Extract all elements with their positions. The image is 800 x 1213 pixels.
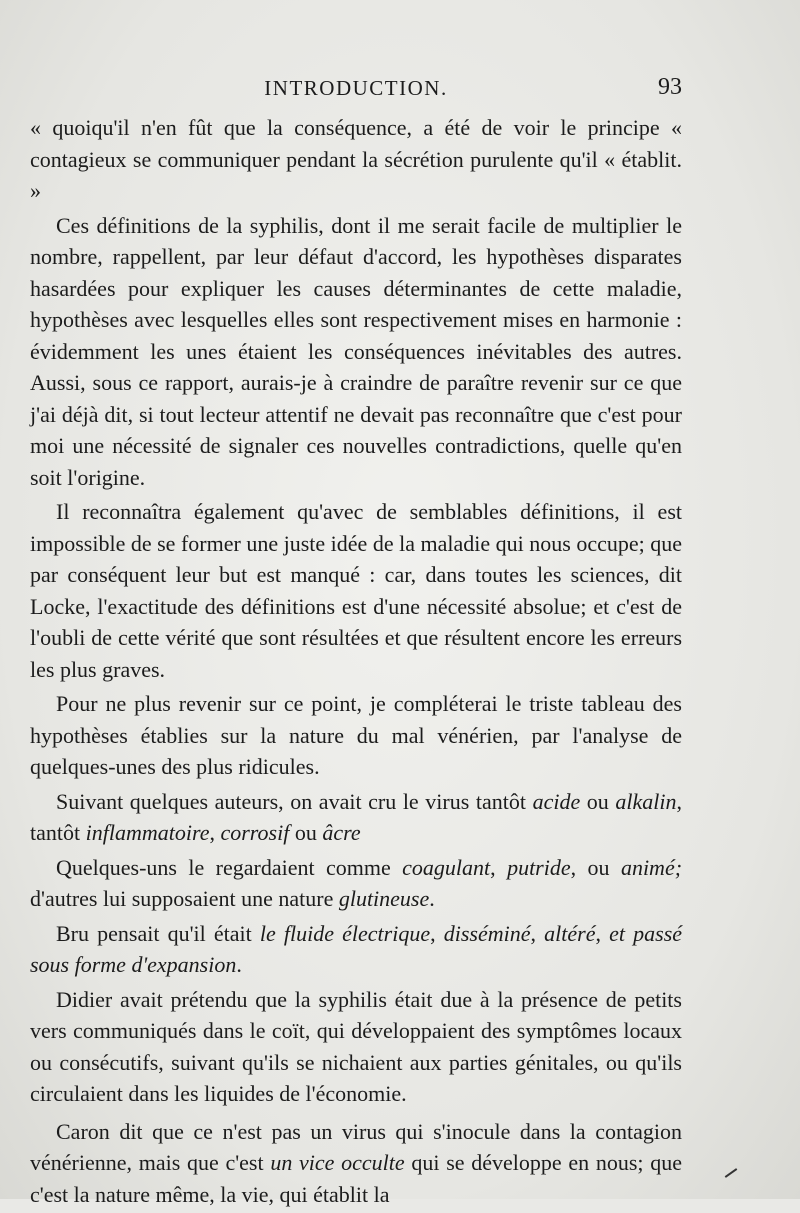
- running-title: INTRODUCTION.: [264, 76, 448, 100]
- page-number: 93: [658, 74, 682, 100]
- body-text: [30, 112, 682, 1213]
- text-span: Quelques-uns le regardaient comme: [56, 854, 403, 880]
- text-span: , tantôt: [30, 788, 683, 845]
- text-span: « quoiqu'il n'en fût que la conséquence, a été de voir le principe « contagieux se communiquer pendant la sécrétion purulente qu'il « établit. »: [30, 115, 682, 203]
- paragraph-coagulant: [30, 852, 682, 915]
- italic-text: glutineuse: [338, 886, 430, 911]
- paragraph-definitions: [30, 210, 682, 494]
- text-span: Caron dit que ce n'est pas un virus qui s'inocule dans la contagion vénérienne, mais que c'est: [30, 1118, 682, 1175]
- paragraph-tableau: [30, 688, 682, 783]
- text-span: , ou: [570, 854, 621, 880]
- italic-text: acide: [532, 788, 581, 814]
- paragraph-auteurs: [30, 786, 682, 849]
- italic-text: corrosif: [220, 820, 290, 845]
- paragraph-didier: [30, 984, 682, 1110]
- text-span: ,: [490, 854, 508, 880]
- text-span: .: [429, 886, 435, 911]
- paragraph-caron: [30, 1116, 682, 1211]
- text-span: Didier avait prétendu que la syphilis était due à la présence de petits vers communiqués dans le coït, qui développaient des symptômes locaux ou consécutifs, suivant qu'ils se nichaient aux parties génitales, ou qu'ils circulaient dans les liquides de l'économie.: [30, 986, 682, 1106]
- text-span: ou: [580, 788, 616, 814]
- italic-text: coagulant: [402, 854, 491, 880]
- italic-text: et passé sous forme d'expansion: [30, 920, 683, 977]
- text-span: Suivant quelques auteurs, on avait cru le virus tantôt: [56, 788, 533, 814]
- text-span: Il reconnaîtra également qu'avec de semblables définitions, il est impossible de se former une juste idée de la maladie qui nous occupe; que par conséquent leur but est manqué : car, dans toutes les sciences, dit Locke, l'exactitude des définitions est d'une nécessité absolue; et c'est de l'oubli de cette vérité que sont résultées et que résultent encore les erreurs les plus graves.: [30, 499, 682, 682]
- italic-text: disséminé: [443, 920, 531, 946]
- italic-text: putride: [507, 854, 571, 880]
- paragraph-locke: [30, 496, 682, 685]
- italic-text: altéré: [544, 920, 596, 946]
- italic-text: animé;: [620, 854, 683, 880]
- text-span: ou: [289, 820, 323, 845]
- italic-text: âcre: [322, 820, 361, 845]
- text-span: ,: [430, 920, 444, 946]
- italic-text: alkalin: [615, 788, 677, 814]
- italic-text: un vice occulte: [270, 1150, 405, 1175]
- margin-mark: [725, 1168, 738, 1178]
- italic-text: le fluide électrique: [259, 920, 431, 946]
- italic-text: inflammatoire: [85, 820, 210, 845]
- text-span: Bru pensait qu'il était: [56, 920, 260, 946]
- text-span: ,: [209, 820, 221, 845]
- text-span: ,: [530, 920, 545, 946]
- text-span: qui se développe en nous; que c'est la nature même, la vie, qui établit la: [30, 1150, 682, 1207]
- paragraph-bru: [30, 918, 682, 981]
- text-span: ,: [595, 920, 610, 946]
- text-span: Pour ne plus revenir sur ce point, je compléterai le triste tableau des hypothèses établies sur la nature du mal vénérien, par l'analyse de quelques-unes des plus ridicules.: [30, 691, 682, 779]
- text-span: .: [236, 952, 242, 977]
- page-header: [30, 76, 682, 106]
- paragraph-quote: [30, 112, 682, 207]
- text-span: Ces définitions de la syphilis, dont il me serait facile de multiplier le nombre, rappellent, par leur défaut d'accord, les hypothèses disparates hasardées pour expliquer les causes déterminantes de cette maladie, hypothèses avec lesquelles elles sont respectivement mises en harmonie : évidemment les unes étaient les conséquences inévitables des autres. Aussi, sous ce rapport, aurais-je à craindre de paraître revenir sur ce que j'ai déjà dit, si tout lecteur attentif ne devait pas reconnaître que c'est pour moi une nécessité de signaler ces nouvelles contradictions, quelle qu'en soit l'origine.: [30, 212, 682, 490]
- text-span: d'autres lui supposaient une nature: [30, 886, 339, 911]
